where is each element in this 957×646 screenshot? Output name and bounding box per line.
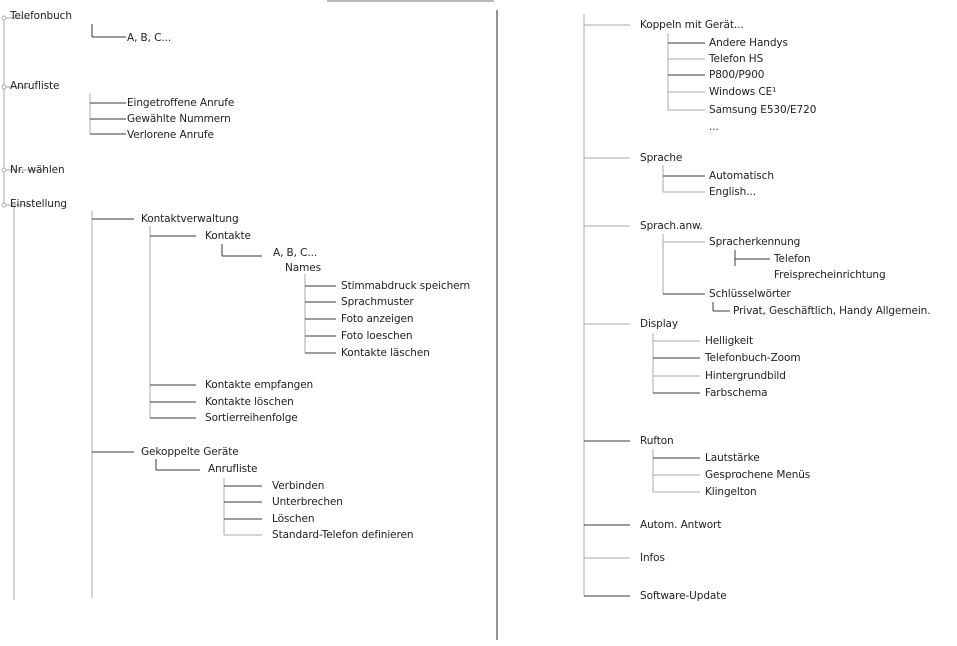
menu-item-samsung: Samsung E530/E720 — [709, 104, 817, 116]
menu-item-gesprochene-menues: Gesprochene Menüs — [705, 469, 811, 481]
menu-item-sprachmuster: Sprachmuster — [341, 296, 414, 308]
menu-item-hintergrundbild: Hintergrundbild — [705, 370, 786, 382]
menu-item-privat: Privat, Geschäftlich, Handy Allgemein. — [733, 305, 931, 317]
menu-item-schluesselwoerter: Schlüsselwörter — [709, 288, 791, 300]
menu-item-kontakte: Kontakte — [205, 230, 251, 242]
menu-item-gekoppelte-geraete: Gekoppelte Geräte — [141, 446, 239, 458]
menu-item-sprach-anw: Sprach.anw. — [640, 220, 703, 232]
menu-item-farbschema: Farbschema — [705, 387, 768, 399]
menu-item-spracherkennung: Spracherkennung — [709, 236, 801, 248]
menu-item-sortierreihenfolge: Sortierreihenfolge — [205, 412, 298, 424]
menu-item-einstellung: Einstellung — [10, 198, 67, 210]
menu-item-windows-ce: Windows CE¹ — [709, 86, 777, 98]
menu-item-verbinden: Verbinden — [272, 480, 325, 492]
menu-item-telefonbuch-zoom: Telefonbuch-Zoom — [705, 352, 801, 364]
menu-item-english: English... — [709, 186, 756, 198]
menu-item-telefon: Telefon — [774, 253, 811, 265]
menu-item-sprache: Sprache — [640, 152, 683, 164]
menu-item-lautstaerke: Lautstärke — [705, 452, 760, 464]
menu-item-kontakte-laeschen: Kontakte läschen — [341, 347, 430, 359]
menu-item-automatisch: Automatisch — [709, 170, 774, 182]
menu-item-koppeln: Koppeln mit Gerät... — [640, 19, 744, 31]
menu-item-kontakte-loeschen: Kontakte löschen — [205, 396, 294, 408]
menu-item-foto-loeschen: Foto loeschen — [341, 330, 413, 342]
menu-item-anrufliste: Anrufliste — [10, 80, 60, 92]
menu-item-eingetroffene-anrufe: Eingetroffene Anrufe — [127, 97, 235, 109]
menu-item-software-update: Software-Update — [640, 590, 727, 602]
menu-item-helligkeit: Helligkeit — [705, 335, 753, 347]
menu-item-names: Names — [285, 262, 321, 274]
menu-item-nr-waehlen: Nr. wählen — [10, 164, 65, 176]
menu-item-gewaehlte-nummern: Gewählte Nummern — [127, 113, 231, 125]
menu-item-abc: A, B, C... — [127, 32, 172, 44]
menu-item-kontakte-abc: A, B, C... — [273, 247, 318, 259]
menu-item-standard-telefon: Standard-Telefon definieren — [272, 529, 414, 541]
menu-item-display: Display — [640, 318, 679, 330]
menu-item-telefonbuch: Telefonbuch — [10, 10, 72, 22]
menu-item-loeschen: Löschen — [272, 513, 315, 525]
menu-item-verlorene-anrufe: Verlorene Anrufe — [127, 129, 214, 141]
menu-item-kontakte-empfangen: Kontakte empfangen — [205, 379, 314, 391]
menu-item-andere-handys: Andere Handys — [709, 37, 788, 49]
menu-item-anrufliste-sub: Anrufliste — [208, 463, 258, 475]
menu-item-autom-antwort: Autom. Antwort — [640, 519, 722, 531]
menu-item-klingelton: Klingelton — [705, 486, 757, 498]
menu-item-stimmabdruck: Stimmabdruck speichern — [341, 280, 471, 292]
menu-item-kontaktverwaltung: Kontaktverwaltung — [141, 213, 239, 225]
menu-item-telefon-hs: Telefon HS — [709, 53, 764, 65]
menu-item-rufton: Rufton — [640, 435, 674, 447]
menu-item-infos: Infos — [640, 552, 665, 564]
menu-item-ellipsis: ... — [709, 121, 719, 133]
menu-item-unterbrechen: Unterbrechen — [272, 496, 343, 508]
menu-item-freisprecheinrichtung: Freisprecheinrichtung — [774, 269, 886, 281]
menu-item-foto-anzeigen: Foto anzeigen — [341, 313, 414, 325]
menu-item-p800: P800/P900 — [709, 69, 765, 81]
